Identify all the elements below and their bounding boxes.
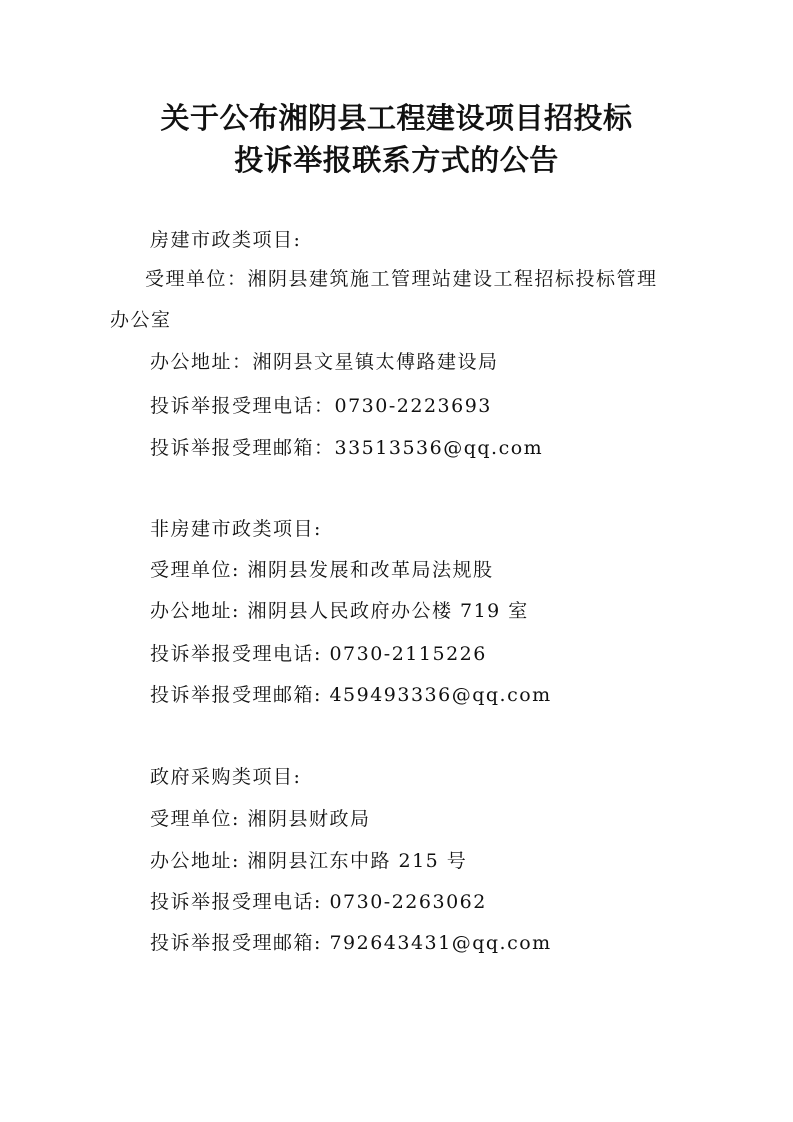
- section-heading: 非房建市政类项目:: [150, 518, 322, 540]
- section-heading: 政府采购类项目:: [150, 766, 302, 788]
- acceptance-unit: 受理单位: 湘阴县发展和改革局法规股: [150, 559, 494, 581]
- complaint-phone: 投诉举报受理电话: 0730-2115226: [150, 643, 487, 665]
- acceptance-unit-continued: 办公室: [110, 309, 172, 331]
- office-address: 办公地址: 湘阴县人民政府办公楼 719 室: [150, 600, 529, 622]
- office-address: 办公地址: 湘阴县江东中路 215 号: [150, 850, 468, 872]
- section-heading: 房建市政类项目:: [150, 229, 302, 251]
- acceptance-unit: 受理单位: 湘阴县财政局: [150, 808, 371, 830]
- office-address: 办公地址：湘阴县文星镇太傅路建设局: [150, 351, 499, 373]
- complaint-email: 投诉举报受理邮箱: 459493336@qq.com: [150, 684, 552, 706]
- acceptance-unit: 受理单位：湘阴县建筑施工管理站建设工程招标投标管理: [145, 268, 658, 290]
- complaint-phone: 投诉举报受理电话：0730-2223693: [150, 395, 492, 417]
- complaint-email: 投诉举报受理邮箱: 792643431@qq.com: [150, 932, 552, 954]
- complaint-email: 投诉举报受理邮箱：33513536@qq.com: [150, 437, 544, 459]
- complaint-phone: 投诉举报受理电话: 0730-2263062: [150, 891, 487, 913]
- notice-title-line-2: 投诉举报联系方式的公告: [234, 143, 559, 177]
- notice-title-line-1: 关于公布湘阴县工程建设项目招投标: [160, 101, 633, 135]
